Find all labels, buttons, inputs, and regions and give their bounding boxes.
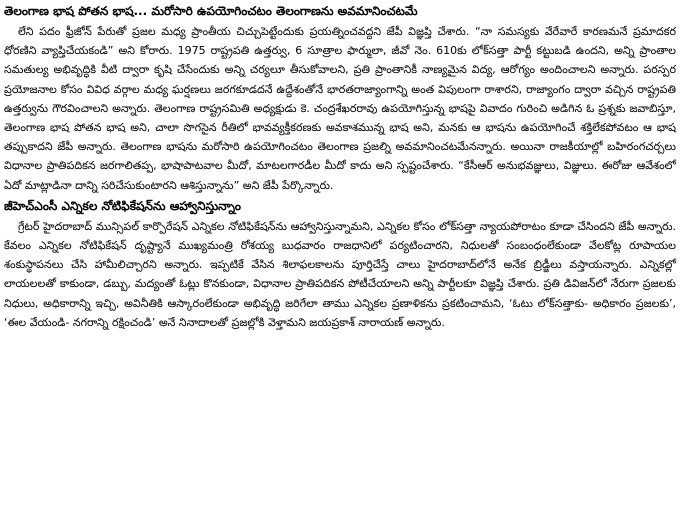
article-paragraph-telangana-language: లేని పదం ఫ్రీజోన్ పేరుతో ప్రజల మధ్య ప్రాంతీయ చిచ్చుపెట్టేందుకు ప్రయత్నించవద్దని జేపీ విజ్ఞప్తి చేశారు. “నా సమస్యకు వేరేవారే కారణమనే ప్రమాదకర ధోరణిని వ్యాప్తిచేయకండి” అని కోరారు. 1975 రాష్ట్రపతి ఉత్తర్వు, 6 సూత్రాల ఫార్ములా, జీవో నెం. 610కు లోక్‌సత్తా పార్టీ కట్టుబడి ఉందని, అన్ని ప్రాంతాల సమతుల్య అభివృద్ధికి వీటి ద్వారా కృషి చేసేందుకు అన్ని చర్యలూ తీసుకోవాలని, ప్రతి ప్రాంతానికీ నాణ్యమైన విద్య, ఆరోగ్యం అందించాలని అన్నారు. పరస్పర ప్రయోజనాల కోసం వివిధ వర్గాల మధ్య ఘర్షణలు జరగకూడదనే ఉద్దేశంతోనే భారతరాజ్యాంగాన్ని అంత విపులంగా రాశారని, రాజ్యాంగం ద్వారా వచ్చిన రాష్ట్రపతి ఉత్తర్వును గౌరవించాలని అన్నారు. తెలంగాణ రాష్ట్రసమితి అధ్యక్షుడు కె. చంద్రశేఖరరావు ఉపయోగిస్తున్న భాషపై వివాదం గురించి అడిగిన ఓ ప్రశ్నకు జవాబిస్తూ, తెలంగాణ భాష పోతన భాష అని, చాలా సొగసైన రీతిలో భావవ్యక్తీకరణకు అవకాశమున్న భాష అని, మనకు ఆ భాషను ఉపయోగించే శక్తిలేకపోవటం ఆ భాష తప్పుకాదని జేపీ అన్నారు. తెలంగాణ భాషను మరోసారి ఉపయోగించటం తెలంగాణ ప్రజల్ని అవమానించటమేనన్నారు. అయినా రాజకీయాల్లో బహిరంగచర్చలు విధానాల ప్రాతిపదికన జరగాలితప్ప, భాషాపాటవాల మీదో, మాటలగారడీల మీదో కాదు అని స్పష్టంచేశారు. “కేసీఆర్ అనుభవజ్ఞులు, విజ్ఞులు. ఈరోజు ఆవేశంలో ఏదో మాట్లాడినా దాన్ని సరిచేసుకుంటారని ఆశిస్తున్నాను” అని జేపీ పేర్కొన్నారు.: [4, 25, 676, 192]
article-heading-ghmc-elections: జీహెచ్ఎంసీ ఎన్నికల నోటిఫికేషన్‌ను ఆహ్వానిస్తున్నాం: [4, 198, 241, 213]
article-heading-telangana-language: తెలంగాణ భాష పోతన భాష... మరోసారి ఉపయోగించటం తెలంగాణను అవమానించటమే: [4, 4, 418, 18]
article-paragraph-ghmc-elections: గ్రేటర్ హైదరాబాద్ మున్సిపల్ కార్పొరేషన్ ఎన్నికల నోటిఫికేషన్‌ను ఆహ్వానిస్తున్నామని, ఎన్నికల కోసం లోక్‌సత్తా న్యాయపోరాటం కూడా చేసిందని జేపీ అన్నారు. కేవలం ఎన్నికల నోటిఫికేషన్ దృష్ట్యానే ముఖ్యమంత్రి రోశయ్య బుధవారం రాజధానిలో పర్యటించారని, నిధులతో సంబంధంలేకుండా వేలకోట్ల రూపాయల శంకుస్థాపనలు చేసి హామీలిచ్చారని అన్నారు. ఇప్పటికే వేసిన శిలాఫలకాలను పూర్తిచేస్తే చాలు హైదరాబాద్‌లోనే అనేక బ్రిడ్జీలు వస్తాయన్నారు. ఎన్నికల్లో లాయలలతో కాకుండా, డబ్బు, మద్యంతో ఓట్లు కొనకుండా, విధానాల ప్రాతిపదికన పోటీచేయాలని అన్ని పార్టీలకూ విజ్ఞప్తి చేశారు. ప్రతి డివిజన్‌లో నేరుగా ప్రజలకు నిధులు, అధికారాన్ని ఇచ్చి, అవినీతికి ఆస్కారంలేకుండా అభివృద్ధి జరిగేలా తాము ఎన్నికల ప్రణాళికను ప్రకటించామని, ‘ఓటు లోక్‌సత్తాకు- అధికారం ప్రజలకు’, ‘ఈల వేయండి- నగరాన్ని రక్షించండి’ అనే నినాదాలతో ప్రజల్లోకి వెళ్తామని జయప్రకాశ్ నారాయణ్ అన్నారు.: [4, 219, 676, 329]
